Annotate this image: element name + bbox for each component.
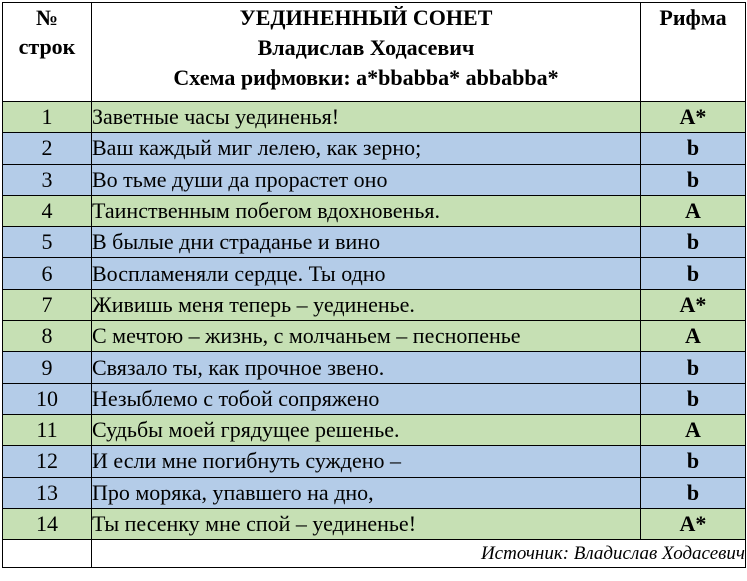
- line-number: 5: [3, 227, 92, 258]
- line-text: Про моряка, упавшего на дно,: [92, 477, 641, 508]
- line-number-header: [3, 3, 92, 102]
- line-number: 8: [3, 321, 92, 352]
- line-rhyme: A: [641, 414, 746, 445]
- table-row: [3, 352, 746, 383]
- line-number-label: строк: [18, 34, 76, 59]
- table-row: [3, 446, 746, 477]
- line-text: Ты песенку мне спой – уединенье!: [92, 508, 641, 539]
- table-row: [3, 227, 746, 258]
- poem-header: [92, 3, 641, 102]
- line-number: 11: [3, 414, 92, 445]
- table-row: [3, 321, 746, 352]
- line-rhyme: A: [641, 321, 746, 352]
- header-row: [3, 3, 746, 102]
- line-number: 1: [3, 102, 92, 133]
- poem-author: Владислав Ходасевич: [257, 35, 475, 60]
- table-row: [3, 258, 746, 289]
- line-rhyme: b: [641, 164, 746, 195]
- line-rhyme: A*: [641, 289, 746, 320]
- line-text: Ваш каждый миг лелею, как зерно;: [92, 133, 641, 164]
- line-number: 14: [3, 508, 92, 539]
- rhyme-scheme: Схема рифмовки: a*bbabba* abbabba*: [173, 65, 559, 90]
- line-text: Таинственным побегом вдохновенья.: [92, 195, 641, 226]
- table-row: [3, 102, 746, 133]
- line-rhyme: b: [641, 383, 746, 414]
- line-text: Заветные часы уединенья!: [92, 102, 641, 133]
- rhyme-header: Рифма: [641, 3, 746, 102]
- table-row: [3, 133, 746, 164]
- line-rhyme: A*: [641, 508, 746, 539]
- line-rhyme: b: [641, 352, 746, 383]
- line-text: С мечтою – жизнь, с молчаньем – песнопенье: [92, 321, 641, 352]
- line-rhyme: b: [641, 227, 746, 258]
- line-text: Воспламеняли сердце. Ты одно: [92, 258, 641, 289]
- line-rhyme: b: [641, 258, 746, 289]
- table-row: [3, 508, 746, 539]
- poem-lines: [3, 102, 746, 540]
- line-rhyme: A: [641, 195, 746, 226]
- line-rhyme: b: [641, 133, 746, 164]
- table-row: [3, 414, 746, 445]
- line-rhyme: A*: [641, 102, 746, 133]
- table-row: [3, 289, 746, 320]
- poem-title: УЕДИНЕННЫЙ СОНЕТ: [239, 5, 493, 30]
- line-number: 9: [3, 352, 92, 383]
- table-row: [3, 195, 746, 226]
- line-number: 13: [3, 477, 92, 508]
- line-rhyme: b: [641, 446, 746, 477]
- table-row: [3, 164, 746, 195]
- source-row: [3, 540, 746, 568]
- line-text: Во тьме души да прорастет оно: [92, 164, 641, 195]
- line-number: 10: [3, 383, 92, 414]
- line-text: В былые дни страданье и вино: [92, 227, 641, 258]
- line-number: 7: [3, 289, 92, 320]
- line-text: Связало ты, как прочное звено.: [92, 352, 641, 383]
- line-number: 4: [3, 195, 92, 226]
- line-text: Судьбы моей грядущее решенье.: [92, 414, 641, 445]
- line-text: И если мне погибнуть суждено –: [92, 446, 641, 477]
- line-rhyme: b: [641, 477, 746, 508]
- line-text: Живишь меня теперь – уединенье.: [92, 289, 641, 320]
- source-empty-cell: [3, 540, 92, 568]
- source-note: Источник: Владислав Ходасевич: [92, 540, 746, 568]
- table-row: [3, 477, 746, 508]
- table-row: [3, 383, 746, 414]
- sonnet-table: [2, 2, 746, 568]
- line-number: 3: [3, 164, 92, 195]
- line-number-symbol: №: [35, 5, 59, 30]
- line-text: Незыблемо с тобой сопряжено: [92, 383, 641, 414]
- line-number: 2: [3, 133, 92, 164]
- line-number: 12: [3, 446, 92, 477]
- line-number: 6: [3, 258, 92, 289]
